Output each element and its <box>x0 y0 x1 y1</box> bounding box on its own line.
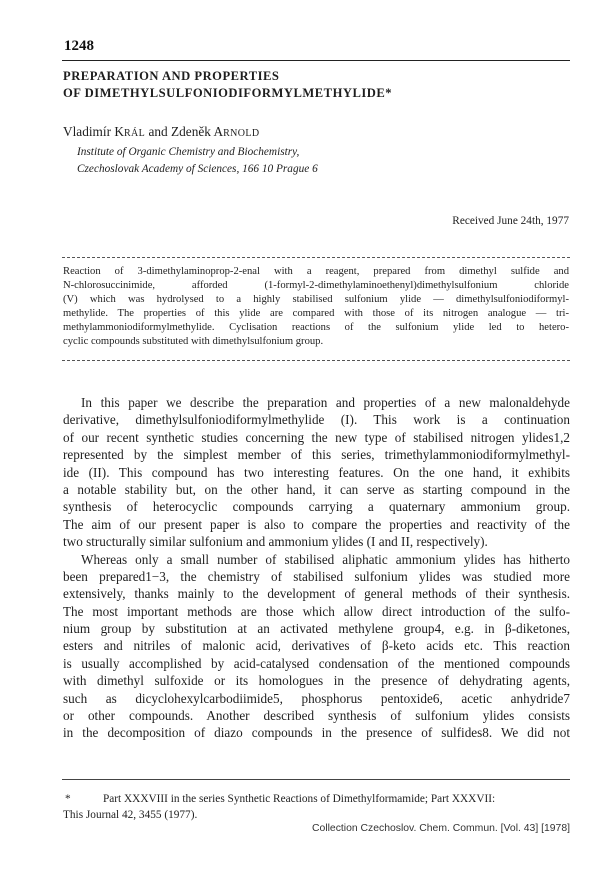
article-title <box>63 68 563 102</box>
abstract-line: N-chlorosuccinimide, afforded (1-formyl-2-dimethylaminoethenyl)dimethylsulfonium chloride <box>63 280 569 291</box>
body-line: In this paper we describe the preparation and properties of a new malonaldehyde <box>81 395 570 410</box>
body-line: esters and nitriles of malonic acid, derivatives of β-keto acids etc. This reaction <box>63 638 570 654</box>
abstract-line: methylammoniodiformylmethylide. Cyclisation reactions of the sulfonium ylide led to hetero- <box>63 322 569 333</box>
abstract-bottom-rule <box>62 360 570 361</box>
body-line: Whereas only a small number of stabilised aliphatic ammonium ylides has hitherto <box>81 551 570 567</box>
footnote-line-1: * Part XXXVIII in the series Synthetic Reactions of Dimethylformamide; Part XXXVII: <box>65 793 496 805</box>
body-line: is usually accomplished by acid-catalysed condensation of the mentioned compounds <box>63 655 570 671</box>
abstract <box>63 265 569 349</box>
body-line: extensively, thanks mainly to the development of general methods of their synthesis. <box>63 586 570 602</box>
affiliation-line-1: Institute of Organic Chemistry and Biochemistry, <box>77 146 300 158</box>
footnote-line-2: This Journal 42, 3455 (1977). <box>63 809 198 821</box>
body-line: of our recent synthetic studies concerning the new type of stabilised nitrogen ylides1,2 <box>63 429 570 445</box>
title-line-1: PREPARATION AND PROPERTIES <box>63 69 280 83</box>
author-2-surname: ARNOLD <box>213 124 260 139</box>
title-line-2: OF DIMETHYLSULFONIODIFORMYLMETHYLIDE* <box>63 86 393 100</box>
affiliation <box>77 144 318 178</box>
body-line: such as dicyclohexylcarbodiimide5, phosphorus pentoxide6, acetic anhydride7 <box>63 690 570 706</box>
abstract-line: (V) which was hydrolysed to a highly stabilised sulfonium ylide — dimethylsulfoniodiformyl- <box>63 294 569 305</box>
body-line: nium group by substitution at an activated methylene group4, e.g. in β-diketones, <box>63 621 570 637</box>
author-list <box>63 124 260 140</box>
body-line: been prepared1−3, the chemistry of stabilised sulfonium ylides was studied more <box>63 568 570 584</box>
received-date: Received June 24th, 1977 <box>452 215 569 227</box>
abstract-line: cyclic compounds substituted with dimethylsulfonium group. <box>63 336 324 347</box>
body-line: derivative, dimethylsulfoniodiformylmethylide (I). This work is a continuation <box>63 412 570 428</box>
body-line: a notable stability but, on the other hand, it can serve as starting compound in the <box>63 481 570 497</box>
footnote <box>63 791 570 823</box>
author-1-first-name: Vladimír <box>63 124 112 139</box>
body-text <box>63 394 570 742</box>
body-line: in the decomposition of diazo compounds in the presence of sulfides8. We did not <box>63 725 570 741</box>
body-line: or other compounds. Another described synthesis of sulfonium ylides consists <box>63 708 570 724</box>
body-line: represented by the simplest member of this series, trimethylammoniodiformylmethyl- <box>63 447 570 463</box>
body-line: ide (II). This compound has two interesting features. On the one hand, it exhibits <box>63 464 570 480</box>
author-2-first-name: Zdeněk <box>171 124 211 139</box>
footnote-marker: * <box>65 793 71 805</box>
footnote-rule <box>62 779 570 780</box>
body-line: The aim of our present paper is also to compare the properties and reactivity of the <box>63 516 570 532</box>
body-line: synthesis of heterocyclic compounds carrying a quaternary ammonium group. <box>63 499 570 515</box>
body-line: The most important methods are those which allow direct introduction of the sulfo- <box>63 603 570 619</box>
author-conjunction: and <box>148 124 168 139</box>
header-rule <box>62 60 570 61</box>
page-number: 1248 <box>64 38 94 54</box>
author-1-surname: KRÁL <box>114 124 146 139</box>
journal-footer: Collection Czechoslov. Chem. Commun. [Vol. 43] [1978] <box>312 823 570 834</box>
abstract-line: Reaction of 3-dimethylaminoprop-2-enal with a reagent, prepared from dimethyl sulfide and <box>63 266 569 277</box>
abstract-top-rule <box>62 257 570 258</box>
body-line: with dimethyl sulfoxide or its homologues in the presence of dehydrating agents, <box>63 673 570 689</box>
abstract-line: methylide. The properties of this ylide are compared with those of its nitrogen analogue — tri- <box>63 308 569 319</box>
body-line: two structurally similar sulfonium and ammonium ylides (I and II, respectively). <box>63 534 488 550</box>
affiliation-line-2: Czechoslovak Academy of Sciences, 166 10 Prague 6 <box>77 163 318 175</box>
